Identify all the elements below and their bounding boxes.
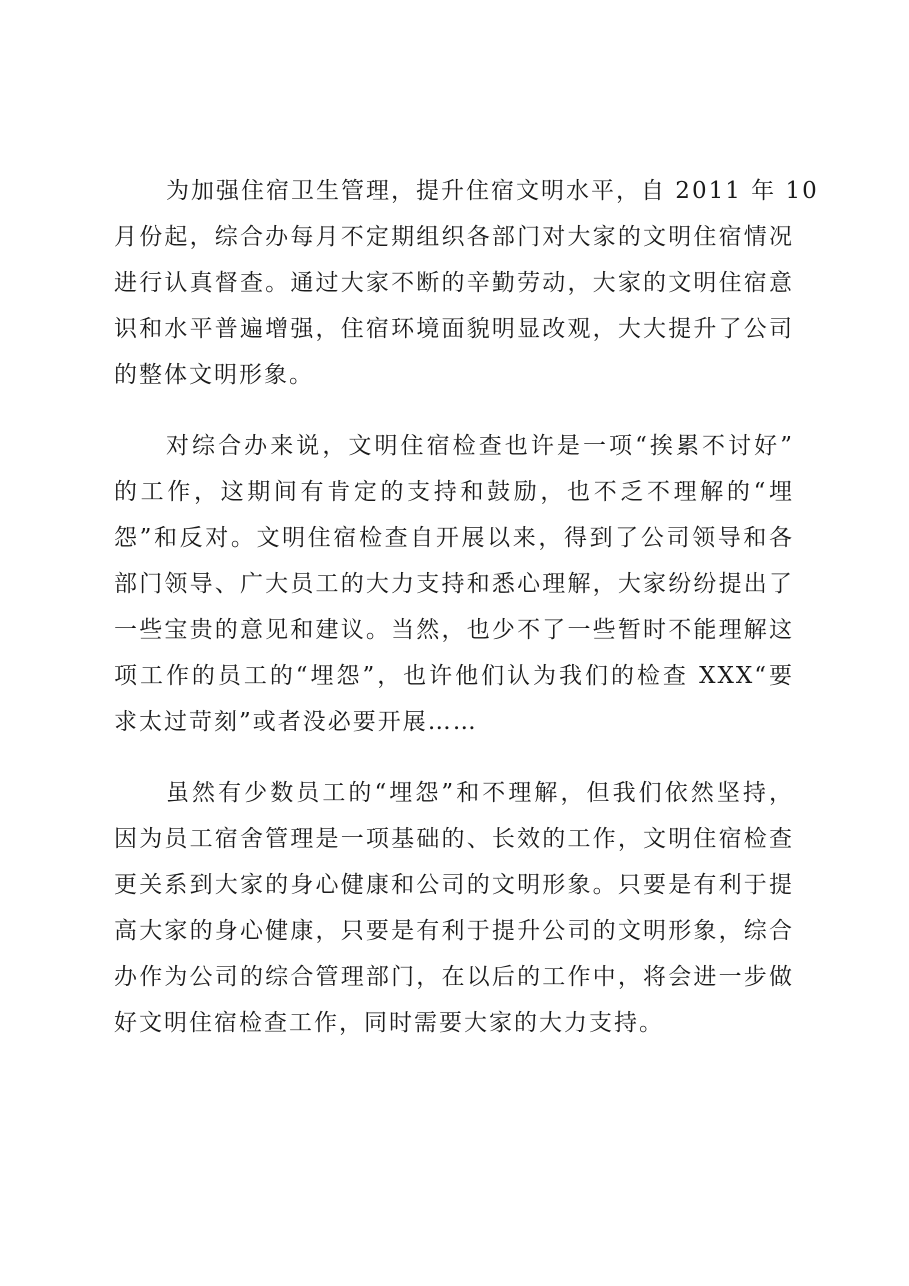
paragraph-line: 一些宝贵的意见和建议。当然，也少不了一些暂时不能理解这: [114, 617, 794, 643]
paragraph-line: 的整体文明形象。: [114, 362, 314, 388]
paragraph-line: 为加强住宿卫生管理，提升住宿文明水平，自 2011 年 10: [166, 178, 819, 204]
paragraph-line: 好文明住宿检查工作，同时需要大家的大力支持。: [114, 1010, 664, 1036]
document-page: [114, 168, 819, 1071]
paragraph-line: 求太过苛刻”或者没必要开展……: [114, 709, 478, 735]
paragraph-line: 虽然有少数员工的“埋怨”和不理解，但我们依然坚持，: [166, 780, 794, 806]
paragraph-line: 办作为公司的综合管理部门，在以后的工作中，将会进一步做: [114, 964, 794, 990]
paragraph-2: [114, 423, 794, 745]
paragraph-3: [114, 770, 794, 1046]
paragraph-line: 识和水平普遍增强，住宿环境面貌明显改观，大大提升了公司: [114, 316, 794, 342]
paragraph-line: 的工作，这期间有肯定的支持和鼓励，也不乏不理解的“埋: [114, 479, 794, 505]
paragraph-line: 对综合办来说，文明住宿检查也许是一项“挨累不讨好”: [166, 433, 794, 459]
paragraph-1: [114, 168, 819, 398]
paragraph-line: 更关系到大家的身心健康和公司的文明形象。只要是有利于提: [114, 872, 794, 898]
paragraph-line: 部门领导、广大员工的大力支持和悉心理解，大家纷纷提出了: [114, 571, 794, 597]
paragraph-line: 月份起，综合办每月不定期组织各部门对大家的文明住宿情况: [114, 224, 794, 250]
paragraph-line: 项工作的员工的“埋怨”，也许他们认为我们的检查 XXX“要: [114, 663, 794, 689]
paragraph-line: 怨”和反对。文明住宿检查自开展以来，得到了公司领导和各: [114, 525, 794, 551]
paragraph-line: 进行认真督查。通过大家不断的辛勤劳动，大家的文明住宿意: [114, 270, 794, 296]
paragraph-line: 高大家的身心健康，只要是有利于提升公司的文明形象，综合: [114, 918, 794, 944]
paragraph-line: 因为员工宿舍管理是一项基础的、长效的工作，文明住宿检查: [114, 826, 794, 852]
